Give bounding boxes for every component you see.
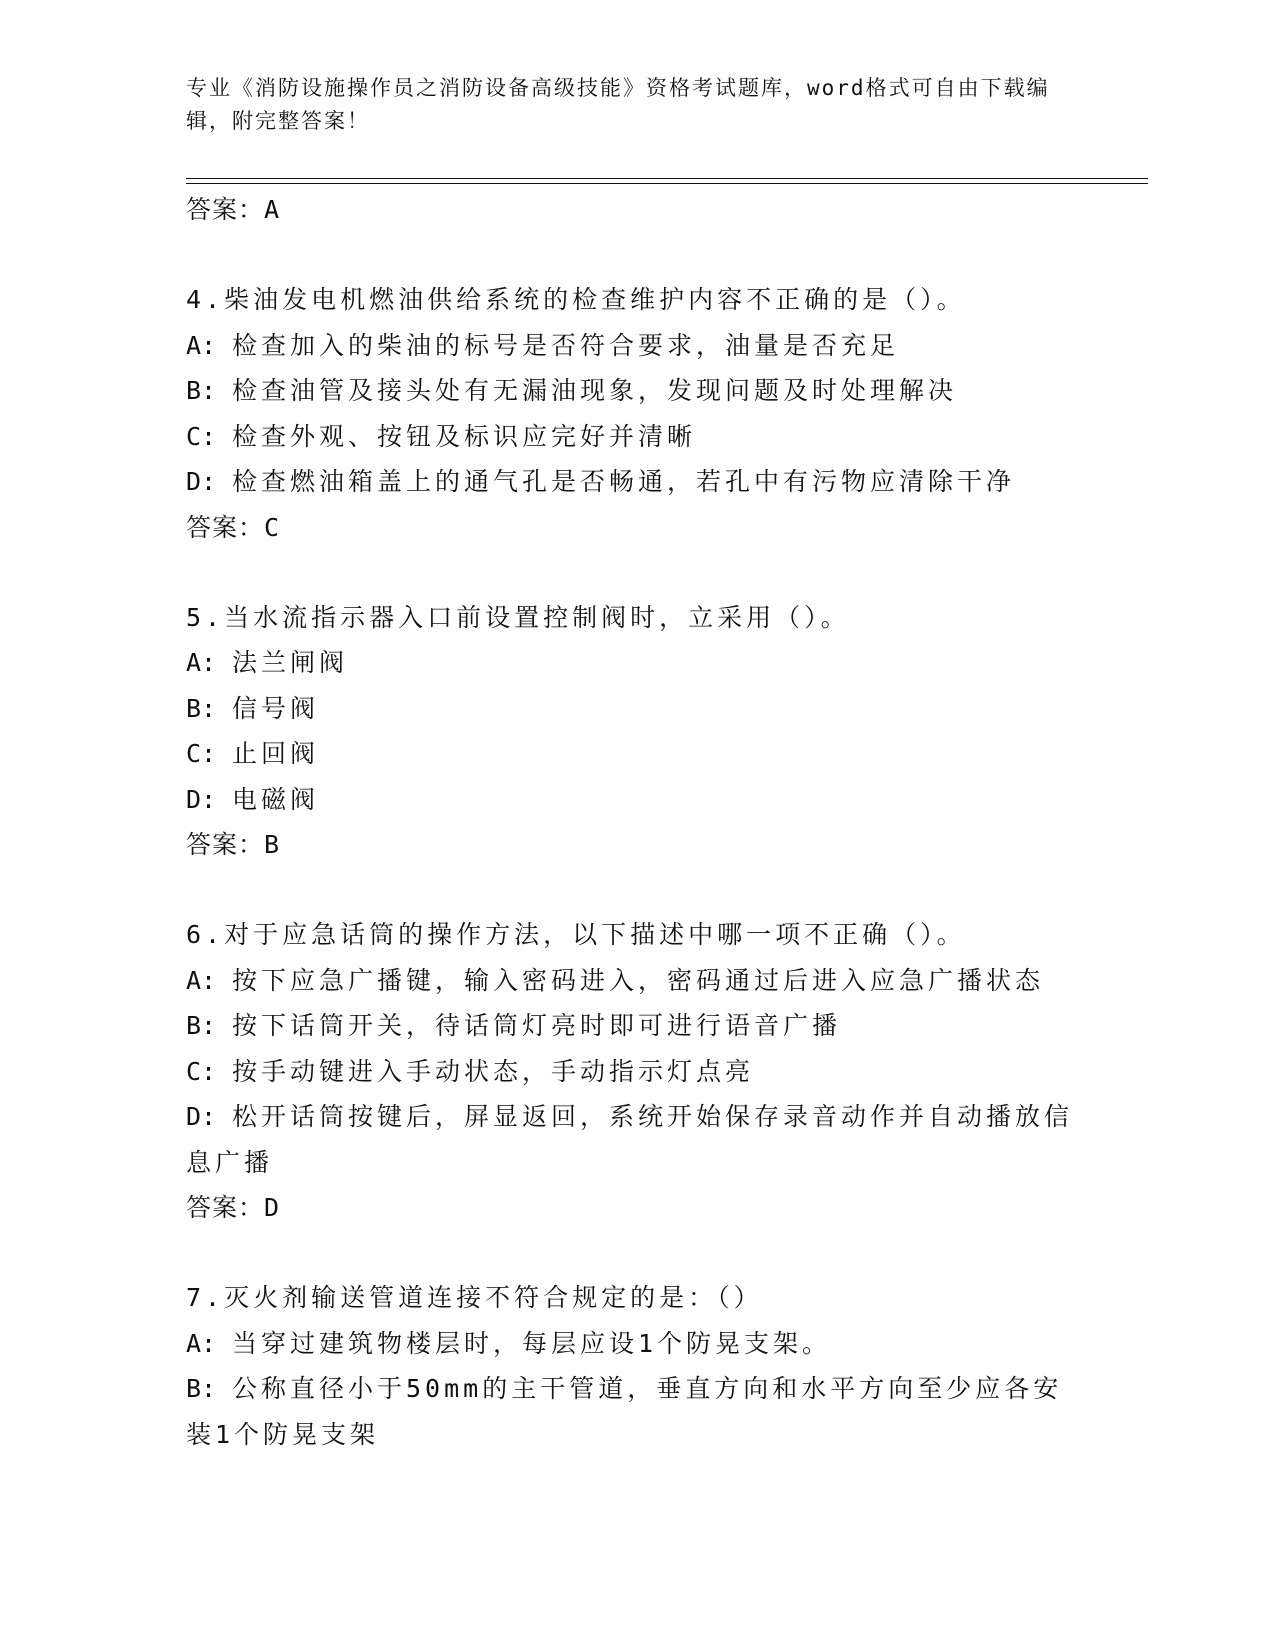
option-a bbox=[186, 323, 1076, 369]
option-key: A: bbox=[186, 965, 217, 995]
question-stem: 7.灭火剂输送管道连接不符合规定的是：（） bbox=[186, 1283, 763, 1312]
option-d bbox=[186, 777, 1076, 823]
option-key: C: bbox=[186, 1056, 217, 1086]
option-text: 法兰闸阀 bbox=[232, 648, 349, 677]
option-key: A: bbox=[186, 648, 217, 677]
option-b bbox=[186, 686, 1076, 732]
option-text: 检查燃油箱盖上的通气孔是否畅通，若孔中有污物应清除干净 bbox=[232, 467, 1016, 496]
option-b bbox=[186, 1003, 1076, 1049]
option-key: C: bbox=[186, 739, 217, 768]
option-text: 按下话筒开关，待话筒灯亮时即可进行语音广播 bbox=[232, 1011, 842, 1040]
question-6 bbox=[186, 912, 1076, 1231]
question-stem: 5.当水流指示器入口前设置控制阀时，立采用（）。 bbox=[186, 602, 850, 632]
option-text: 公称直径小于50mm的主干管道，垂直方向和水平方向至少应各安装1个防晃支架 bbox=[186, 1374, 1063, 1449]
option-text: 信号阀 bbox=[232, 693, 320, 723]
option-text: 检查外观、按钮及标识应完好并清晰 bbox=[232, 421, 697, 451]
option-b bbox=[186, 368, 1076, 414]
option-a bbox=[186, 640, 1076, 686]
header-rule-bottom bbox=[186, 183, 1148, 184]
question-stem: 4.柴油发电机燃油供给系统的检查维护内容不正确的是（）。 bbox=[186, 285, 966, 314]
option-d bbox=[186, 1094, 1076, 1185]
option-c bbox=[186, 1049, 1076, 1095]
option-text: 电磁阀 bbox=[232, 784, 320, 814]
option-text: 检查油管及接头处有无漏油现象，发现问题及时处理解决 bbox=[232, 376, 958, 405]
option-key: A: bbox=[186, 1328, 217, 1358]
answer-line: 答案：D bbox=[186, 1193, 281, 1222]
question-4 bbox=[186, 277, 1076, 551]
question-5 bbox=[186, 595, 1076, 869]
document-header: 专业《消防设施操作员之消防设备高级技能》资格考试题库，word格式可自由下载编辑，附完整答案！ bbox=[186, 76, 1050, 133]
option-b bbox=[186, 1366, 1076, 1457]
option-text: 当穿过建筑物楼层时，每层应设1个防晃支架。 bbox=[232, 1328, 832, 1358]
option-key: B: bbox=[186, 693, 217, 723]
option-text: 按手动键进入手动状态，手动指示灯点亮 bbox=[232, 1056, 755, 1086]
question-stem: 6.对于应急话筒的操作方法，以下描述中哪一项不正确（）。 bbox=[186, 920, 966, 949]
question-list bbox=[186, 187, 1076, 1457]
question-7 bbox=[186, 1275, 1076, 1457]
option-key: B: bbox=[186, 1011, 217, 1040]
answer-line: 答案：C bbox=[186, 512, 281, 542]
answer-line: 答案：B bbox=[186, 830, 281, 859]
option-d bbox=[186, 459, 1076, 505]
option-key: A: bbox=[186, 330, 217, 360]
header-rule-top bbox=[186, 178, 1148, 179]
option-text: 止回阀 bbox=[232, 739, 320, 768]
option-c bbox=[186, 731, 1076, 777]
option-key: D: bbox=[186, 784, 217, 814]
answer-line: 答案：A bbox=[186, 195, 281, 224]
option-text: 按下应急广播键，输入密码进入，密码通过后进入应急广播状态 bbox=[232, 965, 1045, 995]
option-key: C: bbox=[186, 421, 217, 451]
option-key: D: bbox=[186, 1102, 217, 1131]
option-a bbox=[186, 958, 1076, 1004]
option-a bbox=[186, 1321, 1076, 1367]
option-text: 松开话筒按键后，屏显返回，系统开始保存录音动作并自动播放信息广播 bbox=[186, 1102, 1074, 1177]
option-key: B: bbox=[186, 1374, 217, 1403]
option-key: D: bbox=[186, 467, 217, 496]
option-text: 检查加入的柴油的标号是否符合要求，油量是否充足 bbox=[232, 330, 900, 360]
option-key: B: bbox=[186, 376, 217, 405]
option-c bbox=[186, 414, 1076, 460]
